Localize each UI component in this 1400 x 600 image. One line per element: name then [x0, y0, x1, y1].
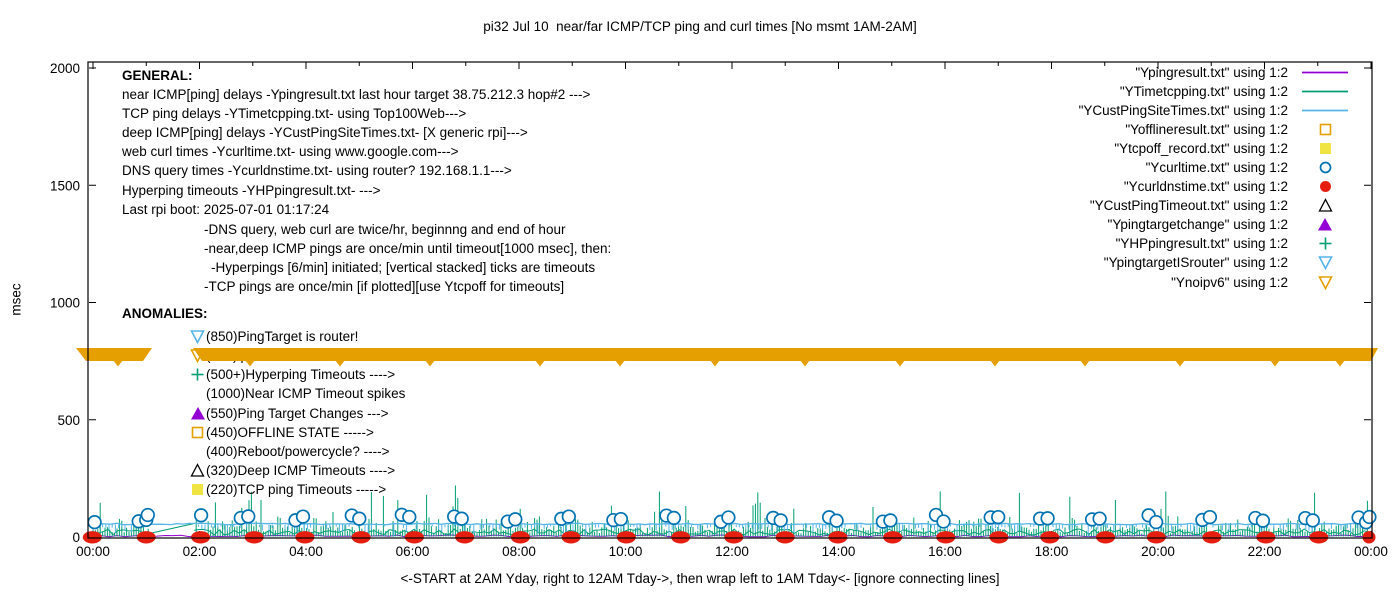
plus-icon [190, 367, 205, 382]
general-note: -TCP pings are once/min [if plotted][use Ytcpoff for timeouts] [204, 279, 565, 295]
general-line: deep ICMP[ping] delays -YCustPingSiteTimes.txt- [X generic rpi]---> [122, 125, 528, 141]
anomaly-text: (400)Reboot/powercycle? ----> [206, 443, 390, 459]
x-tick-label: 04:00 [289, 544, 323, 559]
general-line: Last rpi boot: 2025-07-01 01:17:24 [122, 201, 330, 217]
y-tick-label: 1000 [49, 295, 80, 311]
general-line: Hyperping timeouts -YHPpingresult.txt- ---> [122, 182, 381, 198]
anomaly-marker [190, 367, 206, 382]
anomaly-marker [190, 482, 206, 497]
legend-label: "Ypingresult.txt" using 1:2 [1135, 65, 1288, 81]
general-line: DNS query times -Ycurldnstime.txt- using router? 192.168.1.1---> [122, 163, 512, 179]
anomalies-heading: ANOMALIES: [122, 306, 208, 321]
x-tick-label: 08:00 [502, 544, 536, 559]
general-heading: GENERAL: [122, 68, 193, 83]
anomaly-text: (450)OFFLINE STATE -----> [206, 424, 374, 440]
x-tick-label: 00:00 [76, 544, 110, 559]
open-square-icon [190, 425, 205, 440]
anomaly-marker [190, 425, 206, 440]
anomaly-marker [190, 463, 206, 478]
general-line: web curl times -Ycurltime.txt- using www.google.com---> [122, 144, 459, 160]
x-tick-label: 10:00 [608, 544, 643, 559]
anomaly-text: (1000)Near ICMP Timeout spikes [206, 386, 406, 402]
anomaly-marker [190, 329, 206, 344]
general-line: TCP ping delays -YTimetcpping.txt- using Top100Web---> [122, 106, 467, 122]
legend-label: "Ycurldnstime.txt" using 1:2 [1123, 179, 1288, 195]
filled-triangle-up-icon [190, 406, 206, 421]
chart-title: pi32 Jul 10 near/far ICMP/TCP ping and curl times [No msmt 1AM-2AM] [483, 19, 917, 34]
x-tick-label: 12:00 [715, 544, 749, 559]
filled-square-icon [190, 482, 205, 497]
y-tick-label: 2000 [49, 61, 80, 76]
y-tick-label: 500 [57, 412, 80, 428]
anomaly-text: (220)TCP ping Timeouts -----> [206, 482, 387, 498]
x-tick-label: 02:00 [182, 544, 217, 559]
general-line: near ICMP[ping] delays -Ypingresult.txt last hour target 38.75.212.3 hop#2 ---> [122, 87, 591, 103]
x-tick-label: 18:00 [1034, 544, 1069, 559]
x-tick-label: 20:00 [1141, 544, 1175, 559]
y-tick-label: 1500 [49, 178, 80, 194]
general-note: -Hyperpings [6/min] initiated; [vertical stacked] ticks are timeouts [211, 260, 596, 276]
anomaly-text: (320)Deep ICMP Timeouts ----> [206, 463, 396, 479]
legend-label: "YTimetcpping.txt" using 1:2 [1119, 84, 1288, 100]
open-triangle-down-icon [190, 329, 205, 344]
legend-label: "Ynoipv6" using 1:2 [1171, 274, 1288, 290]
frame-rect [88, 62, 1372, 538]
open-triangle-down-icon [190, 348, 205, 363]
legend-label: "Ypingtargetchange" using 1:2 [1107, 217, 1288, 233]
general-note: -DNS query, web curl are twice/hr, beginnng and end of hour [204, 222, 566, 237]
legend-label: "Ycurltime.txt" using 1:2 [1145, 160, 1288, 176]
y-axis-label: msec [8, 283, 24, 316]
anomaly-marker [190, 406, 206, 421]
anomaly-text: (550)Ping Target Changes ---> [206, 405, 389, 421]
anomaly-marker [190, 348, 206, 363]
legend-label: "YCustPingSiteTimes.txt" using 1:2 [1078, 103, 1288, 119]
x-tick-label: 22:00 [1247, 544, 1282, 559]
legend-label: "YpingtargetISrouter" using 1:2 [1103, 255, 1288, 271]
y-tick-label: 0 [72, 530, 80, 545]
legend-label: "Yofflineresult.txt" using 1:2 [1125, 122, 1288, 138]
general-note: -near,deep ICMP pings are once/min until timeout[1000 msec], then: [204, 241, 612, 257]
x-tick-label: 14:00 [821, 544, 856, 559]
legend-label: "YCustPingTimeout.txt" using 1:2 [1089, 198, 1288, 214]
anomaly-text: (500+)Hyperping Timeouts ----> [206, 367, 396, 383]
anomaly-text: (850)PingTarget is router! [206, 329, 359, 345]
legend-label: "YHPpingresult.txt" using 1:2 [1115, 236, 1288, 252]
x-tick-label: 16:00 [928, 544, 962, 559]
x-tick-label: 00:00 [1354, 544, 1388, 559]
open-triangle-up-icon [190, 463, 205, 478]
legend-label: "Ytcpoff_record.txt" using 1:2 [1114, 141, 1288, 157]
x-axis-label: <-START at 2AM Yday, right to 12AM Tday->, then wrap left to 1AM Tday<- [ignore connecting lines] [400, 571, 1000, 586]
x-tick-label: 06:00 [395, 544, 430, 559]
